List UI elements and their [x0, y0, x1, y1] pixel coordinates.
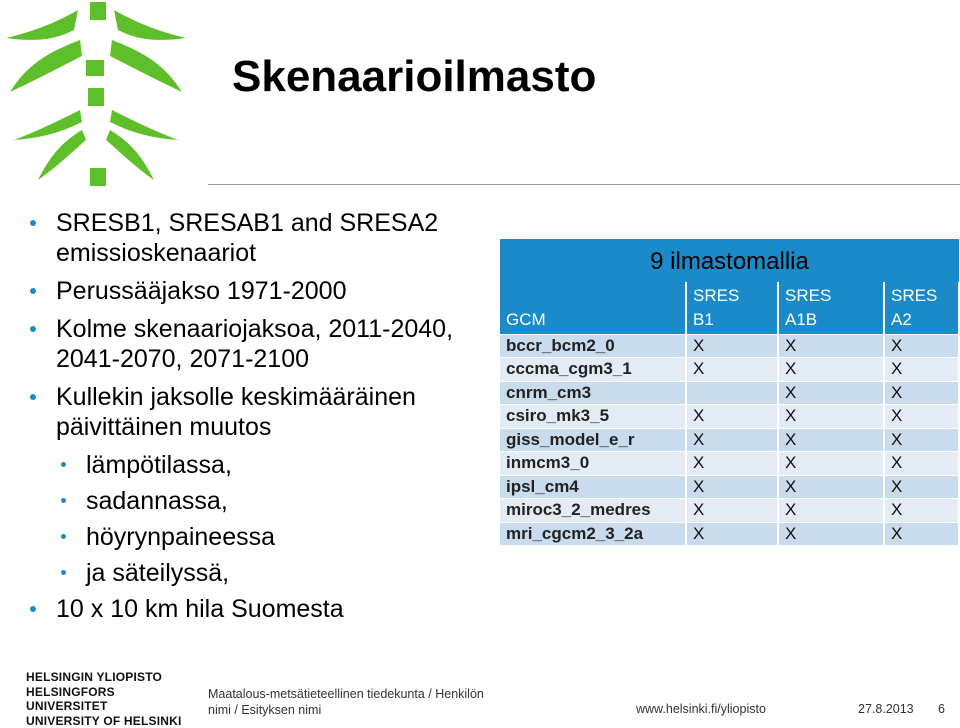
table-row [500, 334, 959, 358]
wordmark-line: UNIVERSITY OF HELSINKI [26, 714, 196, 728]
header-sres-a2: SRES A2 [884, 282, 959, 334]
sres-a2-cell: X [884, 334, 959, 358]
sub-bullet-item: ja säteilyssä, [28, 558, 498, 588]
header-sres-b1: SRES B1 [686, 282, 778, 334]
sres-a2-cell: X [884, 405, 959, 429]
model-name-cell: csiro_mk3_5 [500, 405, 686, 429]
sres-b1-cell: X [686, 428, 778, 452]
sres-a1b-cell: X [778, 405, 884, 429]
models-grid [500, 282, 960, 546]
sres-a1b-cell: X [778, 381, 884, 405]
sres-a2-cell: X [884, 475, 959, 499]
bullet-item: SRESB1, SRESAB1 and SRESA2 emissioskenaariot [28, 208, 498, 268]
model-name-cell: miroc3_2_medres [500, 499, 686, 523]
table-caption: 9 ilmastomallia [500, 239, 959, 282]
sres-b1-cell: X [686, 499, 778, 523]
wordmark-line: HELSINGIN YLIOPISTO [26, 670, 196, 685]
table-row [500, 522, 959, 546]
sres-a1b-cell: X [778, 452, 884, 476]
footer-date: 27.8.2013 [858, 702, 914, 716]
sub-bullet-item: sadannassa, [28, 486, 498, 516]
sres-a2-cell: X [884, 358, 959, 382]
bullet-list [28, 208, 498, 632]
sres-b1-cell: X [686, 475, 778, 499]
model-name-cell: inmcm3_0 [500, 452, 686, 476]
header-gcm: GCM [500, 282, 686, 334]
footer-department: Maatalous-metsätieteellinen tiedekunta / Henkilön nimi / Esityksen nimi [208, 686, 508, 718]
sres-a1b-cell: X [778, 358, 884, 382]
table-row [500, 499, 959, 523]
sres-b1-cell: X [686, 334, 778, 358]
table-row [500, 381, 959, 405]
footer-url: www.helsinki.fi/yliopisto [636, 702, 766, 716]
model-name-cell: mri_cgcm2_3_2a [500, 522, 686, 546]
title-divider [208, 184, 960, 185]
sres-a2-cell: X [884, 381, 959, 405]
table-row [500, 358, 959, 382]
sres-a2-cell: X [884, 428, 959, 452]
sres-b1-cell: X [686, 358, 778, 382]
bullet-item: Kullekin jaksolle keskimääräinen päivittäinen muutos [28, 382, 498, 442]
header-sres-a1b: SRES A1B [778, 282, 884, 334]
model-name-cell: ipsl_cm4 [500, 475, 686, 499]
helsinki-flame-logo-icon [0, 0, 200, 190]
sres-a2-cell: X [884, 499, 959, 523]
bullet-item: 10 x 10 km hila Suomesta [28, 594, 498, 624]
sres-a1b-cell: X [778, 334, 884, 358]
sres-b1-cell: X [686, 522, 778, 546]
sub-bullet-item: höyrynpaineessa [28, 522, 498, 552]
climate-models-table [500, 239, 959, 546]
slide-title: Skenaarioilmasto [232, 52, 596, 102]
table-row [500, 475, 959, 499]
table-row [500, 405, 959, 429]
sres-b1-cell: X [686, 452, 778, 476]
table-row [500, 452, 959, 476]
sub-bullet-item: lämpötilassa, [28, 450, 498, 480]
page-number: 6 [938, 702, 945, 716]
sres-a2-cell: X [884, 452, 959, 476]
university-wordmark [26, 670, 196, 728]
sres-a1b-cell: X [778, 499, 884, 523]
table-header-row [500, 282, 959, 334]
model-name-cell: cnrm_cm3 [500, 381, 686, 405]
bullet-item: Perussääjakso 1971-2000 [28, 276, 498, 306]
model-name-cell: giss_model_e_r [500, 428, 686, 452]
wordmark-line: HELSINGFORS UNIVERSITET [26, 685, 196, 714]
sres-b1-cell: X [686, 405, 778, 429]
sres-b1-cell [686, 381, 778, 405]
model-name-cell: bccr_bcm2_0 [500, 334, 686, 358]
sres-a1b-cell: X [778, 522, 884, 546]
model-name-cell: cccma_cgm3_1 [500, 358, 686, 382]
bullet-item: Kolme skenaariojaksoa, 2011-2040, 2041-2070, 2071-2100 [28, 314, 498, 374]
sres-a2-cell: X [884, 522, 959, 546]
sres-a1b-cell: X [778, 428, 884, 452]
table-row [500, 428, 959, 452]
sres-a1b-cell: X [778, 475, 884, 499]
